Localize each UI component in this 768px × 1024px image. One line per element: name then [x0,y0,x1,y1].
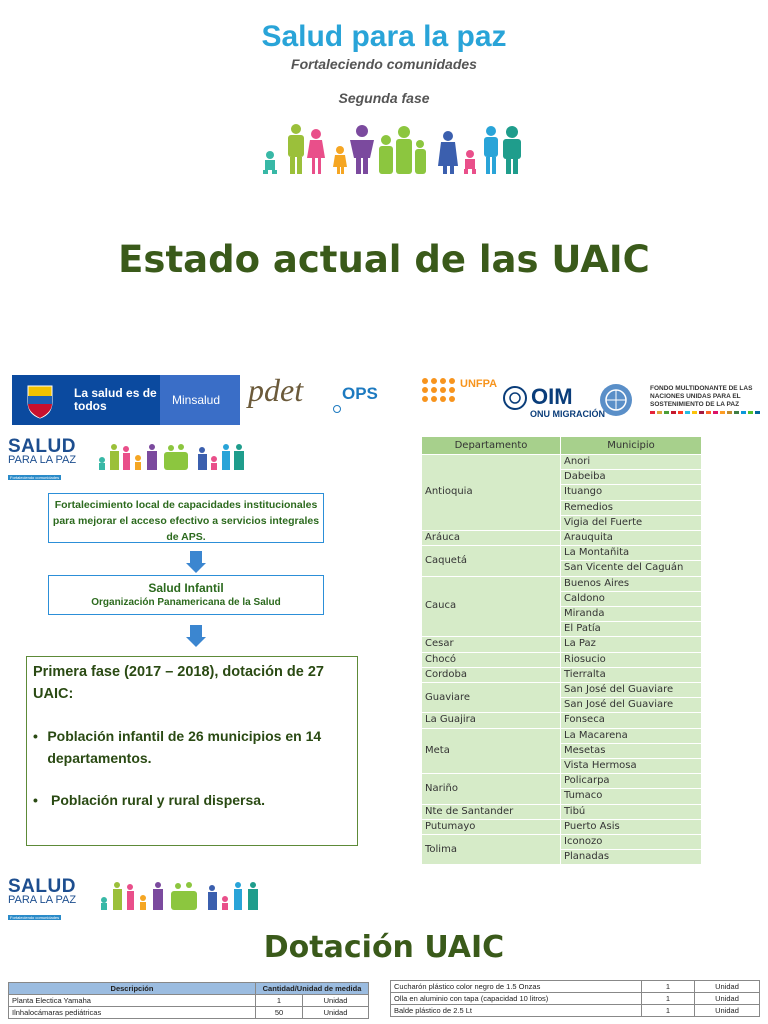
cell-departamento: Aráuca [422,531,561,546]
table-row [391,993,760,1005]
left-col-descripcion: Descripción [9,983,256,995]
cell-municipio: Iconozo [561,835,702,850]
cell-municipio: Mesetas [561,743,702,758]
cell-qty: 1 [642,981,695,993]
left-col-cantidad: Cantidad/Unidad de medida [256,983,369,995]
phase-label: Segunda fase [338,90,430,106]
paho-emblem-icon [333,405,341,413]
cell-desc: Cucharón plástico color negro de 1.5 Onzas [391,981,642,993]
mini-people-icon [99,444,244,470]
dotacion-right-table-wrap [390,980,760,1017]
table-row [9,1007,369,1019]
table-row [422,637,702,652]
mini-people-icon [101,882,258,910]
salud-para-la-paz-logo [8,436,76,484]
cell-departamento: Cordoba [422,667,561,682]
cell-qty: 1 [256,995,303,1007]
cell-municipio: La Macarena [561,728,702,743]
unfpa-dots-icon [420,376,458,410]
unfpa-logo [420,376,458,414]
cell-municipio: Miranda [561,607,702,622]
farmer-figure-icon [503,126,521,174]
flow-arrow-1 [186,551,206,573]
cell-municipio: Tumaco [561,789,702,804]
table-row [422,667,702,682]
table-row [422,576,702,591]
cell-qty: 1 [642,1005,695,1017]
un-wreath-icon [596,382,636,418]
cell-desc: Balde plástico de 2.5 Lt [391,1005,642,1017]
bullet-item [33,725,351,769]
cell-departamento: Antioquia [422,455,561,531]
spp-logo-big-2: SALUD [8,876,76,897]
cell-departamento: Cesar [422,637,561,652]
people-mini-illustration [96,442,252,472]
salud-para-la-paz-logo-2 [8,876,76,924]
un-emblem-icon [502,385,528,411]
cell-municipio: Tibú [561,804,702,819]
girl-figure-icon [333,146,347,174]
bullet-icon: • [33,792,38,808]
flow-box-salud-infantil [48,575,324,615]
cell-municipio: Arauquita [561,531,702,546]
cell-municipio: San José del Guaviare [561,683,702,698]
table-row [422,531,702,546]
bullet-poblacion-rural: Población rural y rural dispersa. [51,792,265,808]
table-row [422,546,702,561]
spp-logo-big: SALUD [8,436,76,457]
table-row [422,728,702,743]
table-row [422,713,702,728]
cell-municipio: San Vicente del Caguán [561,561,702,576]
col-header-municipio: Municipio [561,437,702,455]
flow-box-salud-infantil-sub: Organización Panamericana de la Salud [91,597,281,608]
fondo-multidonante-logo: FONDO MULTIDONANTE DE LAS NACIONES UNIDAS PARA EL SOSTENIMIENTO DE LA PAZ [650,385,753,408]
cell-departamento: Cauca [422,576,561,637]
child-figure-icon [263,151,277,174]
cell-municipio: Riosucio [561,652,702,667]
unfpa-label: UNFPA [460,378,498,390]
minsalud-slogan: La salud es de todos [74,386,157,413]
table-row [422,774,702,789]
cell-unit: Unidad [695,1005,760,1017]
table-row [422,835,702,850]
page-title: Estado actual de las UAIC [118,238,650,281]
cell-municipio: Planadas [561,850,702,865]
oim-logo: OIM [531,384,573,409]
table-row [422,455,702,470]
table-row [422,652,702,667]
dotacion-right-table [390,980,760,1017]
cell-municipio: Policarpa [561,774,702,789]
cell-unit: Unidad [303,1007,369,1019]
table-row [391,1005,760,1017]
bullet-item [33,789,351,811]
minsalud-logo [12,375,240,425]
flow-box-salud-infantil-title: Salud Infantil [148,581,224,595]
toddler-figure-icon [464,150,476,174]
cell-departamento: Nariño [422,774,561,804]
cell-municipio: Buenos Aires [561,576,702,591]
cell-municipio: La Montañita [561,546,702,561]
cell-desc: Planta Electica Yamaha [9,995,256,1007]
flow-box-capacidades-text: Fortalecimiento local de capacidades institucionales para mejorar el acceso efectivo a servicios integrales de APS. [52,499,320,543]
cell-municipio: San José del Guaviare [561,698,702,713]
municipios-table-wrap [421,436,702,865]
dotacion-left-table-wrap [8,982,369,1019]
cell-unit: Unidad [695,993,760,1005]
minsalud-name: Minsalud [172,393,221,407]
adult-figure-icon [350,125,374,174]
municipios-table-body [422,455,702,865]
cell-desc: Ilnhalocámaras pediátricas [9,1007,256,1019]
municipios-table [421,436,702,865]
people-illustration [258,122,526,178]
dotacion-title: Dotación UAIC [263,930,505,965]
cell-unit: Unidad [303,995,369,1007]
cell-municipio: Puerto Asis [561,819,702,834]
teen-figure-icon [484,126,498,174]
table-row [9,995,369,1007]
people-mini-illustration-2 [98,880,266,912]
spp-logo-tag-2: Fortaleciendo comunidades [10,915,60,920]
flow-box-capacidades [48,493,324,543]
cell-municipio: Dabeiba [561,470,702,485]
cell-municipio: Vigia del Fuerte [561,515,702,530]
primera-fase-title: Primera fase (2017 – 2018), dotación de 27 UAIC: [33,664,324,702]
spp-logo-small-2: PARA LA PAZ [8,894,77,906]
cell-departamento: La Guajira [422,713,561,728]
cell-departamento: Nte de Santander [422,804,561,819]
brand-title: Salud para la paz [261,20,507,53]
cell-municipio: El Patía [561,622,702,637]
cell-municipio: Vista Hermosa [561,759,702,774]
cell-departamento: Caquetá [422,546,561,576]
cell-departamento: Guaviare [422,683,561,713]
coat-of-arms-icon [20,380,60,420]
col-header-departamento: Departamento [422,437,561,455]
cell-municipio: Fonseca [561,713,702,728]
cell-qty: 50 [256,1007,303,1019]
table-row [391,981,760,993]
cell-municipio: Tierralta [561,667,702,682]
cell-municipio: Ituango [561,485,702,500]
brand-subtitle: Fortaleciendo comunidades [291,56,477,72]
cell-unit: Unidad [695,981,760,993]
spp-logo-small: PARA LA PAZ [8,454,77,466]
elder-figure-icon [438,131,458,174]
table-row [422,683,702,698]
pdet-logo: pdet [248,372,304,408]
cell-municipio: La Paz [561,637,702,652]
dotacion-left-table [8,982,369,1019]
table-row [422,804,702,819]
table-row [422,819,702,834]
woman-figure-icon [307,129,325,174]
cell-departamento: Meta [422,728,561,774]
cell-municipio: Caldono [561,591,702,606]
oim-subtitle: ONU MIGRACIÓN [530,409,605,419]
man-figure-icon [288,124,304,174]
cell-departamento: Putumayo [422,819,561,834]
cell-desc: Olla en aluminio con tapa (capacidad 10 litros) [391,993,642,1005]
sdg-color-bar [650,411,760,416]
cell-departamento: Tolima [422,835,561,865]
cell-municipio: Remedios [561,500,702,515]
cell-departamento: Chocó [422,652,561,667]
bullet-poblacion-infantil: Población infantil de 26 municipios en 14 departamentos. [47,728,322,766]
family-figure-icon [379,126,426,174]
cell-qty: 1 [642,993,695,1005]
flow-arrow-2 [186,625,206,647]
bullet-icon: • [33,728,38,744]
spp-logo-tag: Fortaleciendo comunidades [10,475,60,480]
primera-fase-box [26,656,358,846]
ops-logo: OPS [342,384,378,403]
cell-municipio: Anori [561,455,702,470]
